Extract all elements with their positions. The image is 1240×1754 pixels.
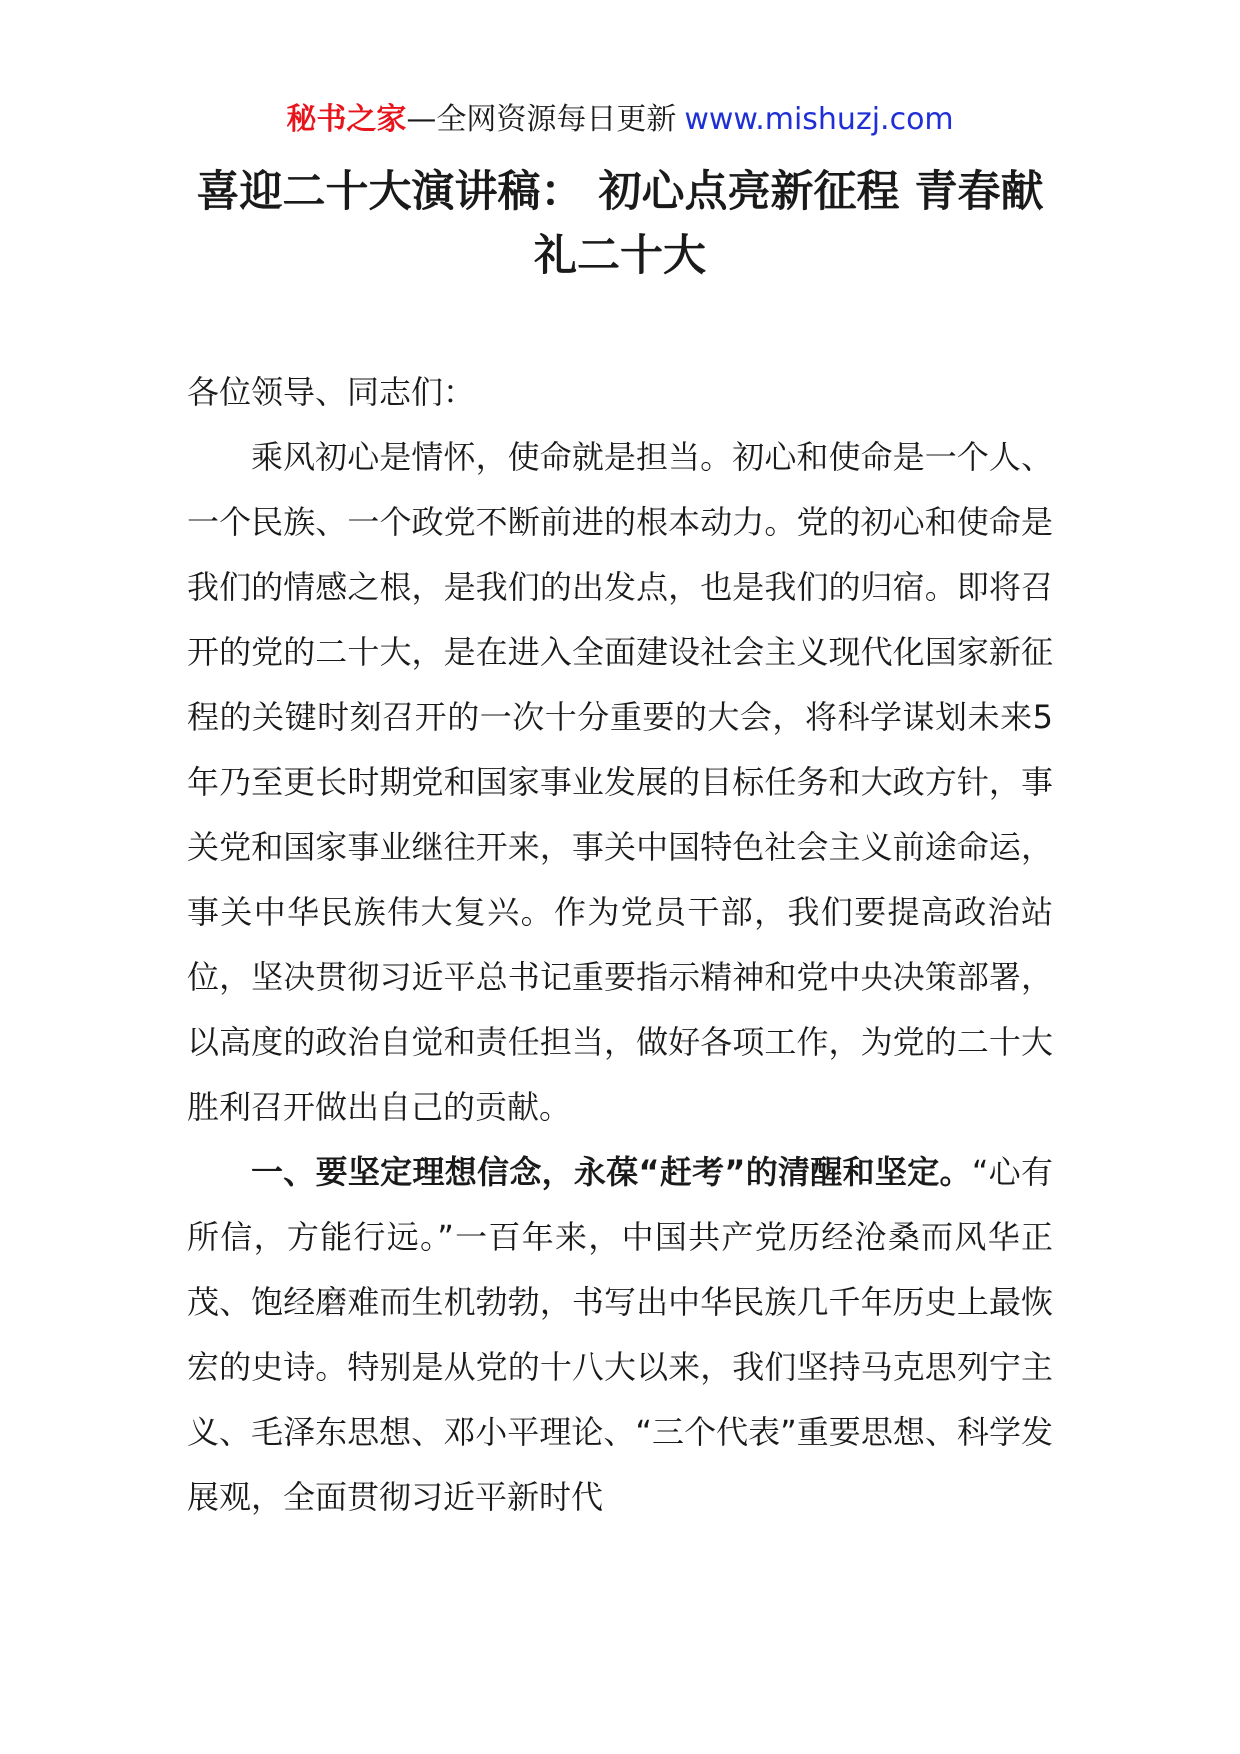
paragraph-section-1 <box>187 1140 1053 1530</box>
section-text: “心有所信，方能行远。”一百年来，中国共产党历经沧桑而风华正茂、饱经磨难而生机勃勃，书写出中华民族几千年历史上最恢宏的史诗。特别是从党的十八大以来，我们坚持马克思列宁主义、毛泽东思想、邓小平理论、“三个代表”重要思想、科学发展观，全面贯彻习近平新时代 <box>187 1153 1053 1516</box>
document-body <box>187 360 1053 1530</box>
header-tagline: —全网资源每日更新 <box>406 102 677 137</box>
paragraph-intro: 乘风初心是情怀，使命就是担当。初心和使命是一个人、一个民族、一个政党不断前进的根本动力。党的初心和使命是我们的情感之根，是我们的出发点，也是我们的归宿。即将召开的党的二十大，是在进入全面建设社会主义现代化国家新征程的关键时刻召开的一次十分重要的大会，将科学谋划未来5年乃至更长时期党和国家事业发展的目标任务和大政方针，事关党和国家事业继往开来，事关中国特色社会主义前途命运，事关中华民族伟大复兴。作为党员干部，我们要提高政治站位，坚决贯彻习近平总书记重要指示精神和党中央决策部署，以高度的政治自觉和责任担当，做好各项工作，为党的二十大胜利召开做出自己的贡献。 <box>187 438 1053 1126</box>
salutation: 各位领导、同志们： <box>187 373 476 411</box>
section-heading: 一、要坚定理想信念，永葆“赶考”的清醒和坚定。 <box>251 1153 972 1191</box>
document-title: 喜迎二十大演讲稿： 初心点亮新征程 青春献礼二十大 <box>196 167 1044 281</box>
site-header <box>0 100 1240 140</box>
site-url-link[interactable]: www.mishuzj.com <box>684 102 954 137</box>
brand-name: 秘书之家 <box>286 102 407 137</box>
